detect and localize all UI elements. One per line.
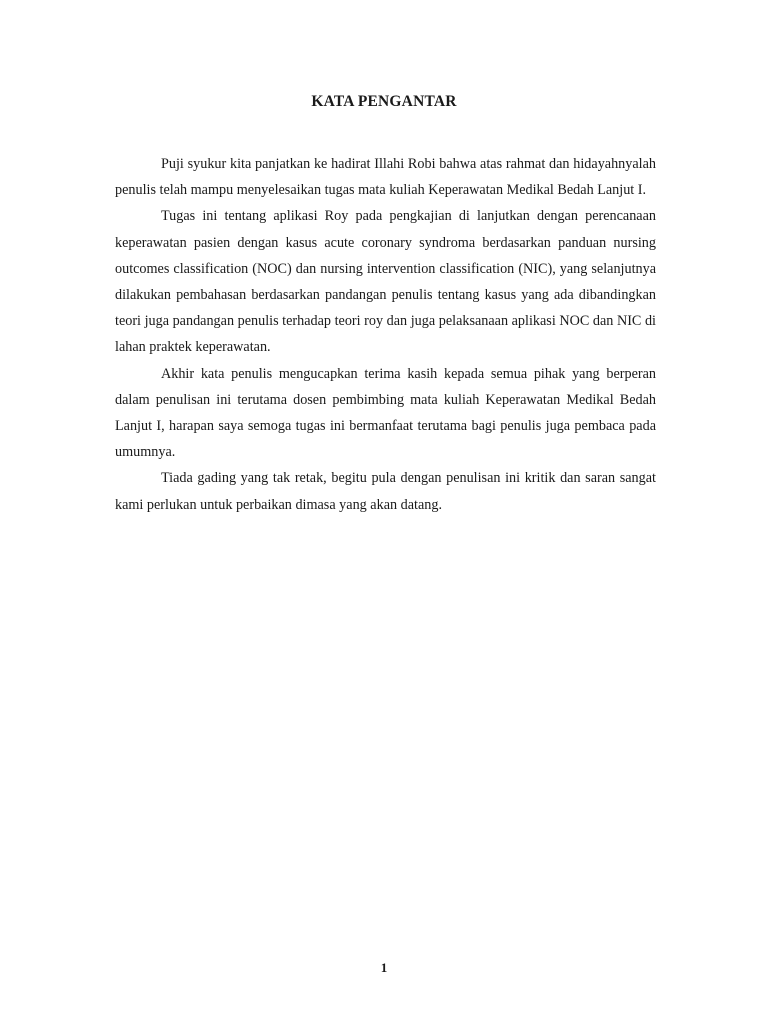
paragraph-1: Puji syukur kita panjatkan ke hadirat Illahi Robi bahwa atas rahmat dan hidayahnyalah penulis telah mampu menyelesaikan tugas mata kuliah Keperawatan Medikal Bedah Lanjut I. xyxy=(115,156,656,199)
paragraph-3: Akhir kata penulis mengucapkan terima kasih kepada semua pihak yang berperan dalam penulisan ini terutama dosen pembimbing mata kuliah Keperawatan Medikal Bedah Lanjut I, harapan saya semoga tugas ini bermanfaat terutama bagi penulis juga pembaca pada umumnya. xyxy=(115,365,656,461)
page-number: 1 xyxy=(380,960,388,975)
paragraph-4: Tiada gading yang tak retak, begitu pula dengan penulisan ini kritik dan saran sangat kami perlukan untuk perbaikan dimasa yang akan datang. xyxy=(115,470,656,513)
document-body xyxy=(115,151,656,518)
paragraph-2: Tugas ini tentang aplikasi Roy pada pengkajian di lanjutkan dengan perencanaan keperawatan pasien dengan kasus acute coronary syndroma berdasarkan panduan nursing outcomes classification (NOC) dan nursing intervention classification (NIC), yang selanjutnya dilakukan pembahasan berdasarkan pandangan penulis tentang kasus yang ada dibandingkan teori juga pandangan penulis terhadap teori roy dan juga pelaksanaan aplikasi NOC dan NIC di lahan praktek keperawatan. xyxy=(115,208,656,356)
page-title: KATA PENGANTAR xyxy=(311,93,457,110)
